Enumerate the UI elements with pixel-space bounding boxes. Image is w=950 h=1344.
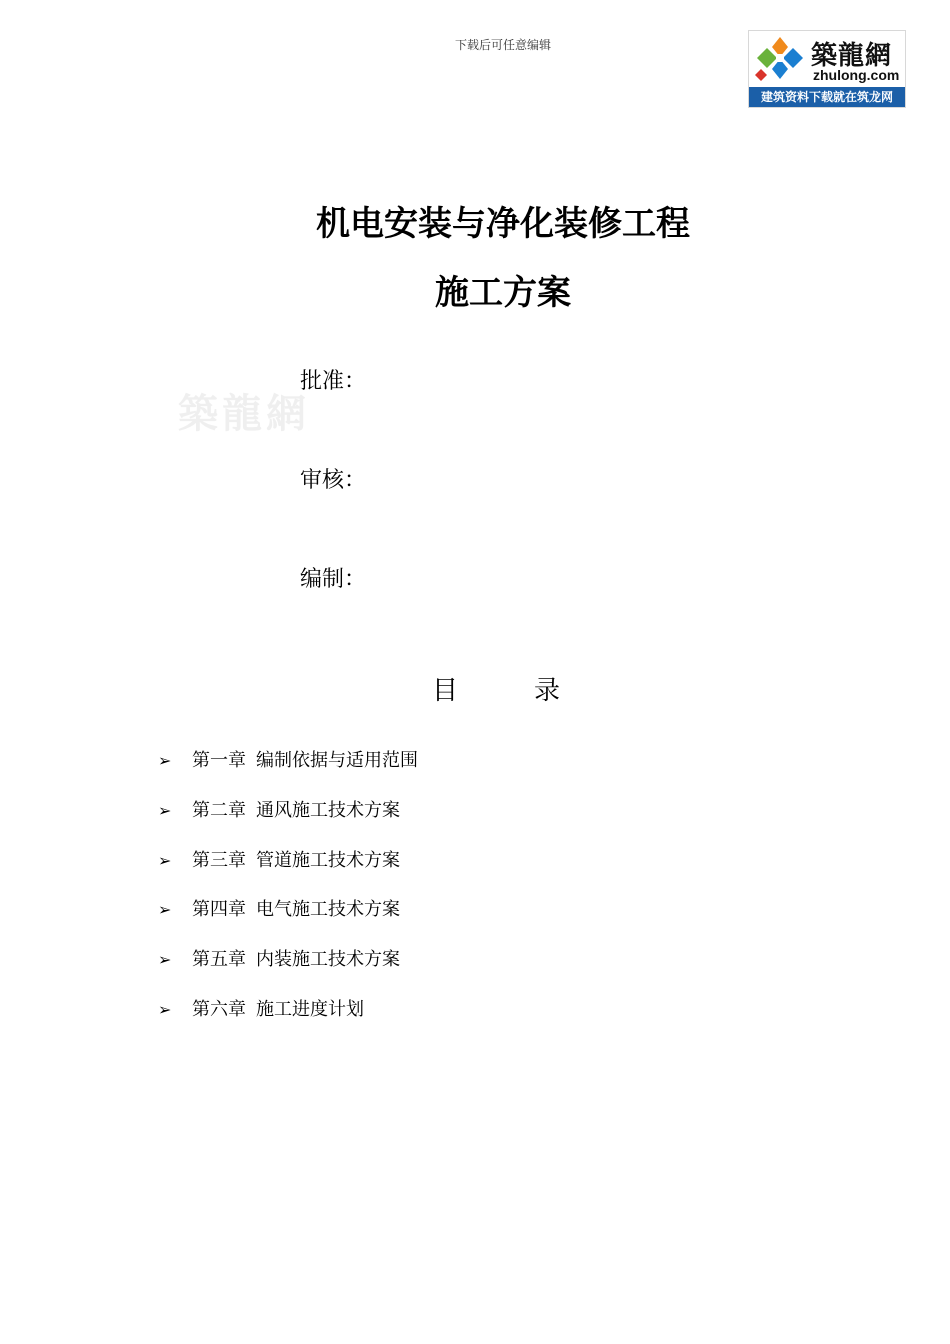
document-subtitle: 施工方案 (435, 273, 571, 313)
toc-item[interactable] (158, 997, 418, 1047)
arrow-bullet-icon: ➢ (158, 800, 172, 820)
toc-item[interactable] (158, 897, 418, 947)
toc-heading-char: 录 (534, 676, 561, 706)
toc-chapter-number: 第一章 (192, 750, 246, 771)
header-note: 下载后可任意编辑 (454, 38, 551, 52)
review-field: 审核： (300, 468, 367, 493)
prepared-by-field: 编制： (300, 567, 367, 592)
arrow-bullet-icon: ➢ (158, 850, 172, 870)
arrow-bullet-icon: ➢ (158, 950, 172, 970)
toc-chapter-number: 第四章 (192, 899, 246, 921)
toc-item[interactable] (158, 848, 418, 898)
document-title: 机电安装与净化装修工程 (316, 204, 690, 244)
toc-chapter-title: 电气施工技术方案 (256, 899, 400, 921)
toc-chapter-title: 编制依据与适用范围 (256, 750, 418, 771)
toc-chapter-title: 内装施工技术方案 (256, 949, 400, 971)
watermark: 築龍網 (178, 390, 310, 437)
toc-chapter-title: 通风施工技术方案 (256, 799, 400, 821)
logo-slogan: 建筑资料下载就在筑龙网 (749, 87, 905, 107)
toc-chapter-number: 第三章 (192, 849, 246, 871)
toc-chapter-title: 管道施工技术方案 (256, 849, 400, 871)
logo-mark-icon (753, 35, 807, 87)
arrow-bullet-icon: ➢ (158, 751, 172, 770)
arrow-bullet-icon: ➢ (158, 999, 172, 1019)
arrow-bullet-icon: ➢ (158, 900, 172, 920)
toc-item[interactable] (158, 798, 418, 848)
logo-domain: zhulong.com (813, 67, 900, 83)
toc-chapter-number: 第六章 (192, 998, 246, 1020)
zhulong-logo[interactable] (748, 30, 906, 108)
toc-chapter-title: 施工进度计划 (256, 998, 364, 1020)
toc-chapter-number: 第五章 (192, 949, 246, 971)
toc-item[interactable] (158, 748, 418, 798)
toc-heading-char: 目 (432, 676, 459, 706)
toc-chapter-number: 第二章 (192, 799, 246, 821)
logo-name: 築龍網 (811, 41, 893, 71)
approval-field: 批准： (300, 369, 367, 394)
toc-item[interactable] (158, 947, 418, 997)
toc-list (158, 748, 418, 1047)
toc-heading (432, 670, 560, 707)
